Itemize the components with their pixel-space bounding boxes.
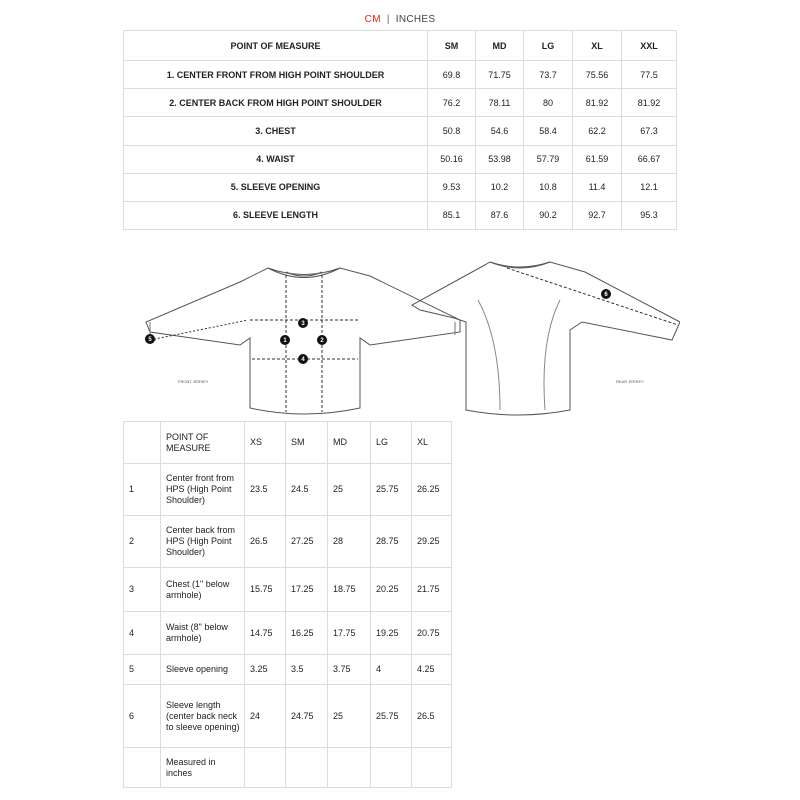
inch-table-row bbox=[124, 612, 452, 655]
cm-header-sm: SM bbox=[428, 31, 476, 61]
inch-header-xl: XL bbox=[412, 422, 452, 464]
inch-cell: 24 bbox=[245, 685, 286, 748]
inch-footnote-empty-cell bbox=[245, 748, 286, 788]
cm-cell: 58.4 bbox=[524, 117, 573, 145]
rear-jersey-drawing bbox=[412, 262, 680, 415]
unit-toggle bbox=[0, 14, 800, 25]
cm-table-row bbox=[124, 145, 677, 173]
cm-cell: 95.3 bbox=[622, 201, 677, 229]
cm-cell: 50.8 bbox=[428, 117, 476, 145]
inch-table-footnote-row bbox=[124, 748, 452, 788]
inch-cell: 28 bbox=[328, 516, 371, 568]
cm-row-label: 4. WAIST bbox=[124, 145, 428, 173]
cm-cell: 92.7 bbox=[573, 201, 622, 229]
inch-footnote-blank bbox=[124, 748, 161, 788]
inch-row-number: 5 bbox=[124, 655, 161, 685]
svg-text:3: 3 bbox=[301, 321, 305, 327]
cm-cell: 80 bbox=[524, 89, 573, 117]
inch-table-row bbox=[124, 685, 452, 748]
inch-row-label: Chest (1" below armhole) bbox=[161, 568, 245, 612]
inch-cell: 25 bbox=[328, 685, 371, 748]
inch-cell: 3.5 bbox=[286, 655, 328, 685]
cm-cell: 54.6 bbox=[476, 117, 524, 145]
cm-unit-tab[interactable]: CM bbox=[364, 14, 381, 25]
cm-cell: 81.92 bbox=[573, 89, 622, 117]
marker-2-icon bbox=[317, 335, 327, 345]
inch-header-lg: LG bbox=[371, 422, 412, 464]
inch-cell: 27.25 bbox=[286, 516, 328, 568]
cm-cell: 12.1 bbox=[622, 173, 677, 201]
inch-row-label: Center back from HPS (High Point Shoulder) bbox=[161, 516, 245, 568]
cm-cell: 85.1 bbox=[428, 201, 476, 229]
inch-row-label: Center front from HPS (High Point Shoulder) bbox=[161, 464, 245, 516]
inch-row-label: Sleeve opening bbox=[161, 655, 245, 685]
cm-size-table bbox=[123, 30, 677, 230]
cm-cell: 90.2 bbox=[524, 201, 573, 229]
inch-footnote-empty-cell bbox=[328, 748, 371, 788]
cm-cell: 11.4 bbox=[573, 173, 622, 201]
inch-table-row bbox=[124, 464, 452, 516]
inch-cell: 24.75 bbox=[286, 685, 328, 748]
inch-row-label: Waist (8" below armhole) bbox=[161, 612, 245, 655]
cm-header-xl: XL bbox=[573, 31, 622, 61]
rear-jersey-label: REAR JERSEY bbox=[616, 379, 644, 384]
inch-cell: 19.25 bbox=[371, 612, 412, 655]
cm-cell: 69.8 bbox=[428, 61, 476, 89]
inch-cell: 14.75 bbox=[245, 612, 286, 655]
inch-footnote-empty-cell bbox=[371, 748, 412, 788]
marker-6-icon bbox=[601, 289, 611, 299]
illustration-labels bbox=[178, 379, 644, 384]
cm-header-md: MD bbox=[476, 31, 524, 61]
inch-cell: 26.5 bbox=[412, 685, 452, 748]
cm-cell: 73.7 bbox=[524, 61, 573, 89]
cm-table-row bbox=[124, 61, 677, 89]
cm-cell: 87.6 bbox=[476, 201, 524, 229]
inch-header-xs: XS bbox=[245, 422, 286, 464]
cm-cell: 66.67 bbox=[622, 145, 677, 173]
inch-row-number: 2 bbox=[124, 516, 161, 568]
inch-table-row bbox=[124, 568, 452, 612]
inch-cell: 20.25 bbox=[371, 568, 412, 612]
cm-cell: 57.79 bbox=[524, 145, 573, 173]
svg-text:1: 1 bbox=[283, 338, 287, 344]
inch-cell: 4.25 bbox=[412, 655, 452, 685]
inch-cell: 17.25 bbox=[286, 568, 328, 612]
inch-row-label: Sleeve length (center back neck to sleeve opening) bbox=[161, 685, 245, 748]
inch-cell: 29.25 bbox=[412, 516, 452, 568]
cm-cell: 67.3 bbox=[622, 117, 677, 145]
cm-table-header-row bbox=[124, 31, 677, 61]
inch-row-number: 4 bbox=[124, 612, 161, 655]
inch-cell: 26.25 bbox=[412, 464, 452, 516]
front-jersey-label: FRONT JERSEY bbox=[178, 379, 209, 384]
cm-cell: 81.92 bbox=[622, 89, 677, 117]
inch-footnote-empty-cell bbox=[412, 748, 452, 788]
marker-1-icon bbox=[280, 335, 290, 345]
cm-row-label: 6. SLEEVE LENGTH bbox=[124, 201, 428, 229]
jersey-measurement-diagram bbox=[140, 255, 680, 420]
inch-footnote-empty-cell bbox=[286, 748, 328, 788]
cm-header-xxl: XXL bbox=[622, 31, 677, 61]
cm-cell: 76.2 bbox=[428, 89, 476, 117]
inch-cell: 21.75 bbox=[412, 568, 452, 612]
inch-cell: 23.5 bbox=[245, 464, 286, 516]
svg-text:4: 4 bbox=[301, 357, 305, 363]
marker-3-icon bbox=[298, 318, 308, 328]
cm-cell: 10.2 bbox=[476, 173, 524, 201]
cm-cell: 10.8 bbox=[524, 173, 573, 201]
front-jersey-drawing bbox=[146, 268, 460, 414]
inch-header-blank bbox=[124, 422, 161, 464]
cm-cell: 71.75 bbox=[476, 61, 524, 89]
inch-cell: 15.75 bbox=[245, 568, 286, 612]
inch-cell: 16.25 bbox=[286, 612, 328, 655]
inch-table-row bbox=[124, 516, 452, 568]
marker-4-icon bbox=[298, 354, 308, 364]
inch-cell: 28.75 bbox=[371, 516, 412, 568]
inch-cell: 24.5 bbox=[286, 464, 328, 516]
inch-cell: 3.25 bbox=[245, 655, 286, 685]
measurement-markers bbox=[145, 289, 611, 364]
cm-table-row bbox=[124, 201, 677, 229]
inch-header-sm: SM bbox=[286, 422, 328, 464]
cm-row-label: 2. CENTER BACK FROM HIGH POINT SHOULDER bbox=[124, 89, 428, 117]
inch-cell: 20.75 bbox=[412, 612, 452, 655]
cm-cell: 53.98 bbox=[476, 145, 524, 173]
unit-separator: | bbox=[386, 14, 390, 25]
inch-cell: 3.75 bbox=[328, 655, 371, 685]
cm-cell: 61.59 bbox=[573, 145, 622, 173]
inch-table-header-row bbox=[124, 422, 452, 464]
inch-cell: 25 bbox=[328, 464, 371, 516]
cm-row-label: 3. CHEST bbox=[124, 117, 428, 145]
cm-cell: 50.16 bbox=[428, 145, 476, 173]
svg-text:2: 2 bbox=[320, 338, 324, 344]
marker-5-icon bbox=[145, 334, 155, 344]
inch-header-point-of-measure: POINT OF MEASURE bbox=[161, 422, 245, 464]
cm-table-row bbox=[124, 173, 677, 201]
inch-cell: 25.75 bbox=[371, 464, 412, 516]
cm-header-point-of-measure: POINT OF MEASURE bbox=[124, 31, 428, 61]
cm-cell: 77.5 bbox=[622, 61, 677, 89]
svg-text:6: 6 bbox=[604, 292, 608, 298]
svg-text:5: 5 bbox=[148, 337, 152, 343]
cm-header-lg: LG bbox=[524, 31, 573, 61]
cm-table-row bbox=[124, 89, 677, 117]
inches-unit-tab[interactable]: INCHES bbox=[395, 14, 436, 25]
inch-row-number: 6 bbox=[124, 685, 161, 748]
inch-cell: 17.75 bbox=[328, 612, 371, 655]
inch-table-row bbox=[124, 655, 452, 685]
cm-table-row bbox=[124, 117, 677, 145]
inch-cell: 25.75 bbox=[371, 685, 412, 748]
inch-cell: 18.75 bbox=[328, 568, 371, 612]
inch-footnote: Measured in inches bbox=[161, 748, 245, 788]
cm-cell: 75.56 bbox=[573, 61, 622, 89]
inch-header-md: MD bbox=[328, 422, 371, 464]
inch-cell: 26.5 bbox=[245, 516, 286, 568]
cm-cell: 9.53 bbox=[428, 173, 476, 201]
inch-size-table bbox=[123, 421, 452, 788]
inch-row-number: 1 bbox=[124, 464, 161, 516]
cm-row-label: 1. CENTER FRONT FROM HIGH POINT SHOULDER bbox=[124, 61, 428, 89]
cm-cell: 62.2 bbox=[573, 117, 622, 145]
inch-row-number: 3 bbox=[124, 568, 161, 612]
inch-cell: 4 bbox=[371, 655, 412, 685]
cm-row-label: 5. SLEEVE OPENING bbox=[124, 173, 428, 201]
cm-cell: 78.11 bbox=[476, 89, 524, 117]
